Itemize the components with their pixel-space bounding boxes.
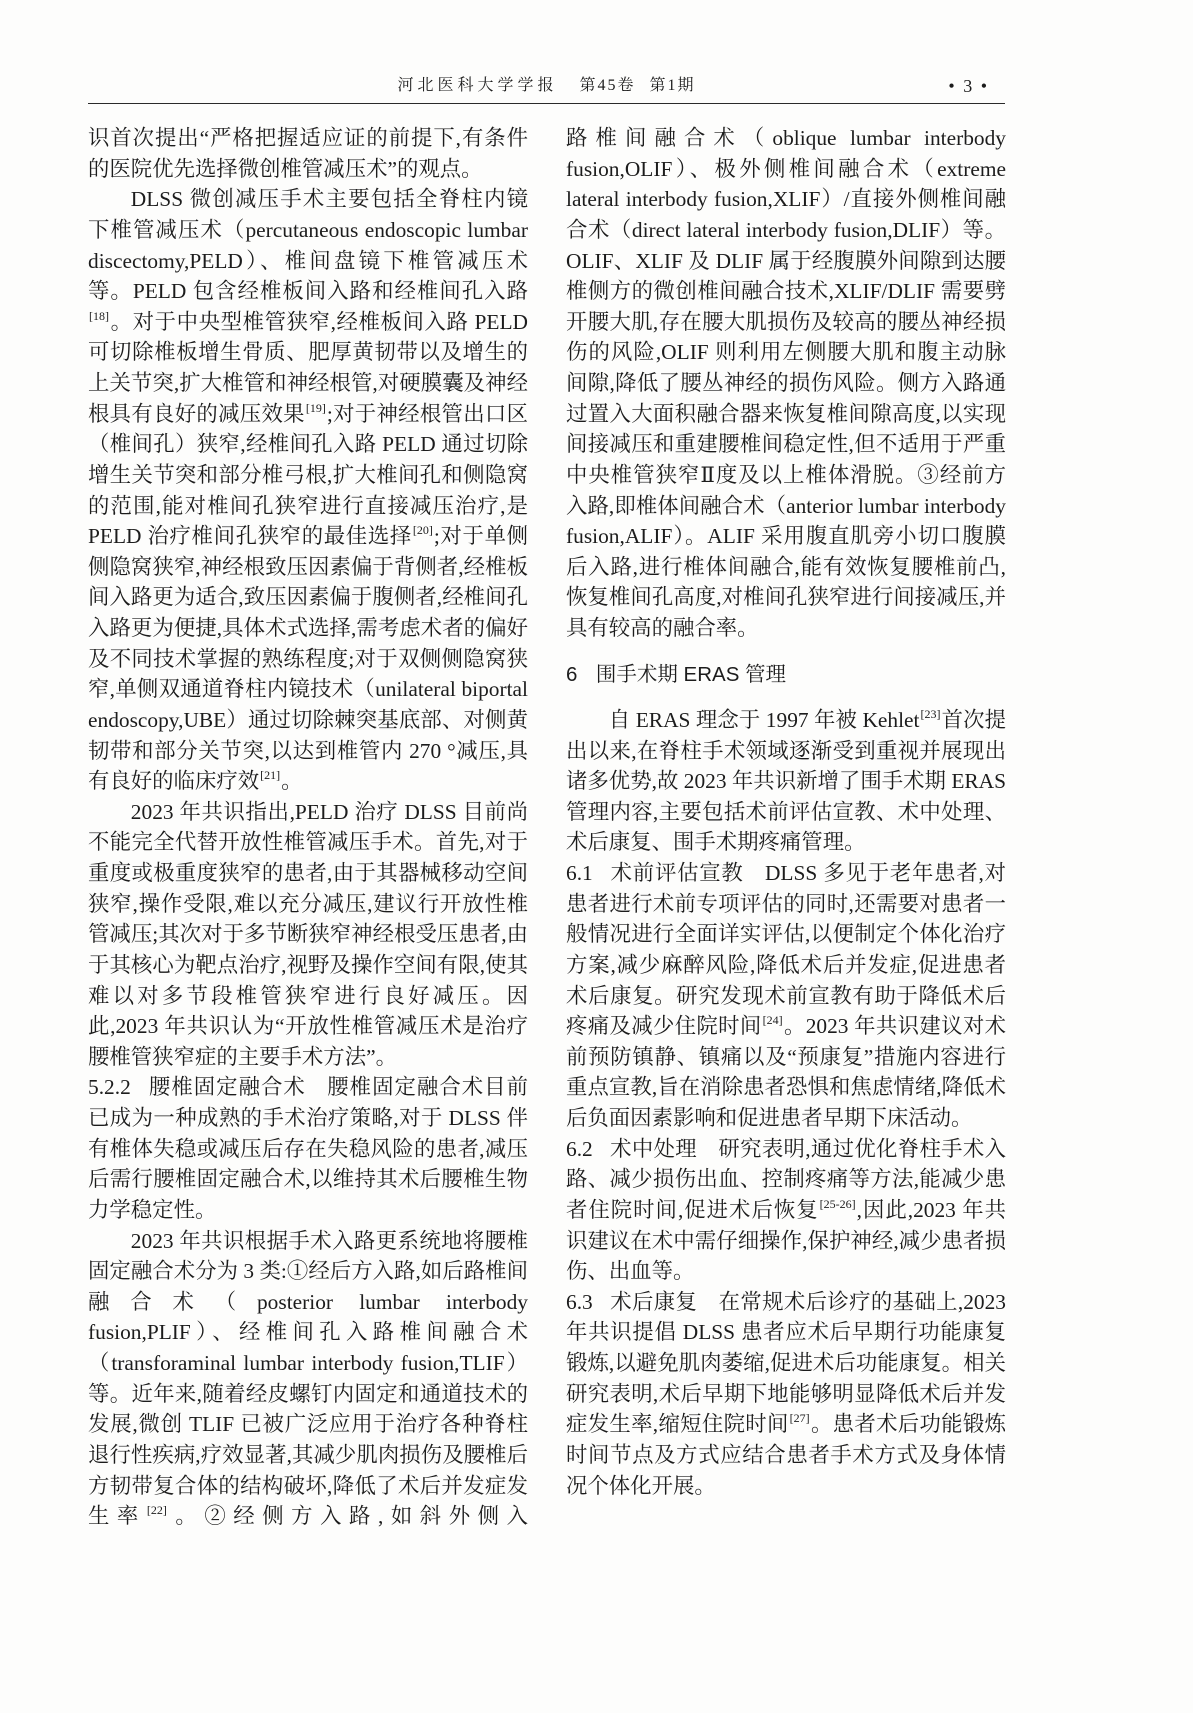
running-header-title <box>88 74 1005 98</box>
subsection-paragraph <box>566 858 1006 1134</box>
page-number: • 3 • <box>948 76 989 96</box>
right-column <box>566 123 1006 1501</box>
text-run: 2023 年共识根据手术入路更系统地将腰椎固定融合术分为 3 类:①经后方入路,如后路椎间融合术（posterior lumbar interbody fusion,PLIF）、经椎间孔入路椎间融合术（transforaminal lumbar interbody fusion,TLIF）等。近年来,随着经皮螺钉内固定和通道技术的发展,微创 TLIF 已被广泛应用于治疗各种脊柱退行性疾病,疗效显著,其减少肌肉损伤及腰椎后方韧带复合体的结构破坏,降低了术后并发症发生率 <box>88 1228 528 1529</box>
paragraph <box>566 705 1006 858</box>
paragraph <box>88 184 528 797</box>
subsection-title: 腰椎固定融合术 <box>147 1075 306 1100</box>
citation-ref: [19] <box>305 400 326 415</box>
text-run: 。患者术后功能锻炼时间节点及方式应结合患者手术方式及身体情况个体化开展。 <box>566 1412 1006 1498</box>
text-run: 2023 年共识指出,PELD 治疗 DLSS 目前尚不能完全代替开放性椎管减压手术。首先,对于重度或极重度狭窄的患者,由于其器械移动空间狭窄,操作受限,难以充分减压,建议行开放性椎管减压;其次对于多节断狭窄神经根受压患者,由于其核心为靶点治疗,视野及操作空间有限,使其难以对多节段椎管狭窄进行良好减压。因此,2023 年共识认为“开放性椎管减压术是治疗腰椎管狭窄症的主要手术方法”。 <box>88 799 528 1069</box>
subsection-number: 6.3 <box>566 1289 593 1314</box>
text-run: 自 ERAS 理念于 1997 年被 Kehlet <box>608 707 920 732</box>
issue-label: 第1期 <box>649 77 696 94</box>
citation-ref: [24] <box>762 1013 783 1028</box>
paragraph <box>88 1226 528 1532</box>
text-run: 。 <box>281 769 303 794</box>
subsection-paragraph <box>88 1072 528 1225</box>
citation-ref: [22] <box>146 1503 167 1518</box>
text-run: 。对于中央型椎管狭窄,经椎板间入路 PELD 可切除椎板增生骨质、肥厚黄韧带以及增生的上关节突,扩大椎管和神经根管,对硬膜囊及神经根具有良好的减压效果 <box>88 309 528 426</box>
citation-ref: [27] <box>789 1411 810 1426</box>
journal-name: 河北医科大学学报 <box>397 77 558 94</box>
text-run: ,因此,2023 年共识建议在术中需仔细操作,保护神经,减少患者损伤、出血等。 <box>566 1197 1006 1284</box>
citation-ref: [23] <box>920 706 941 721</box>
citation-ref: [21] <box>260 768 281 783</box>
section-heading <box>566 644 1006 705</box>
left-column <box>88 123 528 1532</box>
text-run: 在常规术后诊疗的基础上,2023 年共识提倡 DLSS 患者应术后早期行功能康复锻炼,以避免肌肉萎缩,促进术后功能康复。相关研究表明,术后早期下地能够明显降低术后并发症发生率,缩短住院时间 <box>566 1289 1006 1437</box>
subsection-number: 6.2 <box>566 1136 593 1161</box>
citation-ref: [25-26] <box>819 1196 856 1211</box>
text-run: 路椎间融合术（oblique lumbar interbody fusion,OLIF）、极外侧椎间融合术（extreme lateral interbody fusion,XLIF）/直接外侧椎间融合术（direct lateral interbody fusion,DLIF）等。OLIF、XLIF 及 DLIF 属于经腹膜外间隙到达腰椎侧方的微创椎间融合技术,XLIF/DLIF 需要劈开腰大肌,存在腰大肌损伤及较高的腰丛神经损伤的风险,OLIF 则利用左侧腰大肌和腹主动脉间隙,降低了腰丛神经的损伤风险。侧方入路通过置入大面积融合器来恢复椎间隙高度,以实现间接减压和重建腰椎间稳定性,但不适用于严重中央椎管狭窄Ⅱ度及以上椎体滑脱。③经前方入路,即椎体间融合术（anterior lumbar interbody fusion,ALIF）。ALIF 采用腹直肌旁小切口腹膜后入路,进行椎体间融合,能有效恢复腰椎前凸,恢复椎间孔高度,对椎间孔狭窄进行间接减压,并具有较高的融合率。 <box>566 126 1006 640</box>
subsection-paragraph <box>566 1287 1006 1501</box>
text-run: 腰椎固定融合术目前已成为一种成熟的手术治疗策略,对于 DLSS 伴有椎体失稳或减压后存在失稳风险的患者,减压后需行腰椎固定融合术,以维持其术后腰椎生物力学稳定性。 <box>88 1075 528 1222</box>
paragraph <box>88 797 528 1073</box>
section-number: 6 <box>566 662 578 686</box>
running-header <box>88 70 1005 104</box>
subsection-title: 术中处理 <box>609 1136 698 1161</box>
text-run: DLSS 多见于老年患者,对患者进行术前专项评估的同时,还需要对患者一般情况进行全面详实评估,以便制定个体化治疗方案,减少麻醉风险,降低术后并发症,促进患者术后康复。研究发现术前宣教有助于降低术后疼痛及减少住院时间 <box>566 861 1006 1039</box>
continued-paragraph <box>566 123 1006 644</box>
subsection-number: 6.1 <box>566 861 593 885</box>
text-run: ;对于神经根管出口区（椎间孔）狭窄,经椎间孔入路 PELD 通过切除增生关节突和部分椎弓根,扩大椎间孔和侧隐窝的范围,能对椎间孔狭窄进行直接减压治疗,是 PELD 治疗椎间孔狭窄的最佳选择 <box>88 401 528 549</box>
section-title: 围手术期 ERAS 管理 <box>595 662 787 686</box>
text-run: 研究表明,通过优化脊柱手术入路、减少损伤出血、控制疼痛等方法,能减少患者住院时间,促进术后恢复 <box>566 1136 1006 1222</box>
text-run: ;对于单侧侧隐窝狭窄,神经根致压因素偏于背侧者,经椎板间入路更为适合,致压因素偏于腹侧者,经椎间孔入路更为便捷,具体术式选择,需考虑术者的偏好及不同技术掌握的熟练程度;对于双侧侧隐窝狭窄,单侧双通道脊柱内镜技术（unilateral biportal endoscopy,UBE）通过切除棘突基底部、对侧黄韧带和部分关节突,以达到椎管内 270 °减压,具有良好的临床疗效 <box>88 524 528 794</box>
text-run: 识首次提出“严格把握适应证的前提下,有条件的医院优先选择微创椎管减压术”的观点。 <box>88 126 528 181</box>
text-run: DLSS 微创减压手术主要包括全脊柱内镜下椎管减压术（percutaneous endoscopic lumbar discectomy,PELD）、椎间盘镜下椎管减压术等。PELD 包含经椎板间入路和经椎间孔入路 <box>88 187 528 304</box>
citation-ref: [20] <box>412 523 433 538</box>
continued-paragraph <box>88 123 528 184</box>
subsection-number: 5.2.2 <box>88 1075 131 1100</box>
citation-ref: [18] <box>89 308 109 323</box>
subsection-title: 术前评估宣教 <box>609 861 744 885</box>
subsection-title: 术后康复 <box>609 1289 698 1314</box>
text-run: 首次提出以来,在脊柱手术领域逐渐受到重视并展现出诸多优势,故 2023 年共识新增了围手术期 ERAS 管理内容,主要包括术前评估宣教、术中处理、术后康复、围手术期疼痛管理。 <box>566 707 1006 855</box>
volume-label: 第45卷 <box>579 77 636 94</box>
text-run: 。②经侧方入路,如斜外侧入 <box>167 1504 528 1529</box>
text-run: 。2023 年共识建议对术前预防镇静、镇痛以及“预康复”措施内容进行重点宣教,旨在消除患者恐惧和焦虑情绪,降低术后负面因素影响和促进患者早期下床活动。 <box>566 1014 1006 1130</box>
subsection-paragraph <box>566 1134 1006 1287</box>
